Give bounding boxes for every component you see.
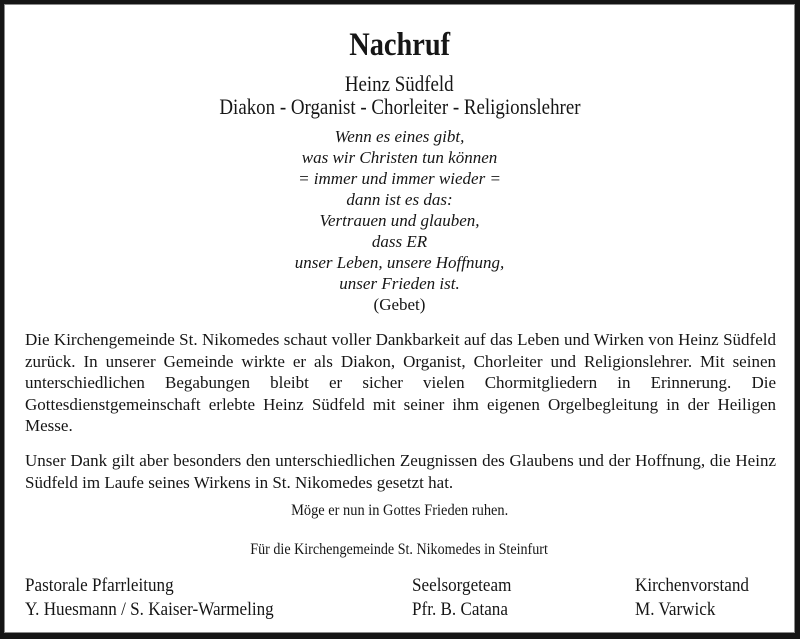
poem-line: Vertrauen und glauben, [319,211,480,230]
signature-names: M. Varwick [635,599,716,620]
signature-role: Pastorale Pfarrleitung [25,575,174,596]
signature-church-board [635,574,762,622]
paragraph-text: Die Kirchengemeinde St. Nikomedes schaut voller Dankbarkeit auf das Leben und Wirken von Heinz Südfeld zurück. In unserer Gemeinde wirkte er als Diakon, Organist, Chorleiter und Religionslehrer. Mit seinen unterschiedlichen Begabungen bleibt er sicher vielen Chormitgliedern in Erinnerung. Die Gottesdienstgemeinschaft erlebte Heinz Südfeld mit seiner ihm eigenen Orgelbegleitung in der Heiligen Messe. [25,330,776,435]
signature-pastoral-leadership [25,574,301,622]
signature-pastoral-team [412,574,522,622]
signature-role: Kirchenvorstand [635,575,749,596]
paragraph-text: Unser Dank gilt aber besonders den unterschiedlichen Zeugnissen des Glaubens und der Hoffnung, die Heinz Südfeld im Laufe seines Wirkens in St. Nikomedes gesetzt hat. [25,451,776,492]
signature-names: Y. Huesmann / S. Kaiser-Warmeling [25,599,274,620]
farewell-line [5,502,794,520]
roles-text: Diakon - Organist - Chorleiter - Religionslehrer [218,94,581,119]
poem-line: dass ER [371,232,428,251]
poem-line: dann ist es das: [346,190,453,209]
poem-line: was wir Christen tun können [301,148,498,167]
prayer-poem [5,126,794,315]
poem-line: unser Leben, unsere Hoffnung, [294,253,505,272]
tribute-paragraph-2 [25,450,776,493]
deceased-roles [5,94,794,120]
signature-names: Pfr. B. Catana [412,599,508,620]
on-behalf-line [5,541,794,559]
obituary-page [4,4,795,633]
obituary-title [5,27,794,64]
poem-line: = immer und immer wieder = [298,169,501,188]
farewell-text: Möge er nun in Gottes Frieden ruhen. [290,502,509,519]
name-text: Heinz Südfeld [345,71,454,96]
on-behalf-text: Für die Kirchengemeinde St. Nikomedes in Steinfurt [250,541,549,558]
poem-source: (Gebet) [373,295,426,314]
poem-line: unser Frieden ist. [339,274,460,293]
tribute-paragraph-1 [25,329,776,437]
signature-role: Seelsorgeteam [412,575,512,596]
title-text: Nachruf [349,27,450,63]
poem-line: Wenn es eines gibt, [334,127,465,146]
